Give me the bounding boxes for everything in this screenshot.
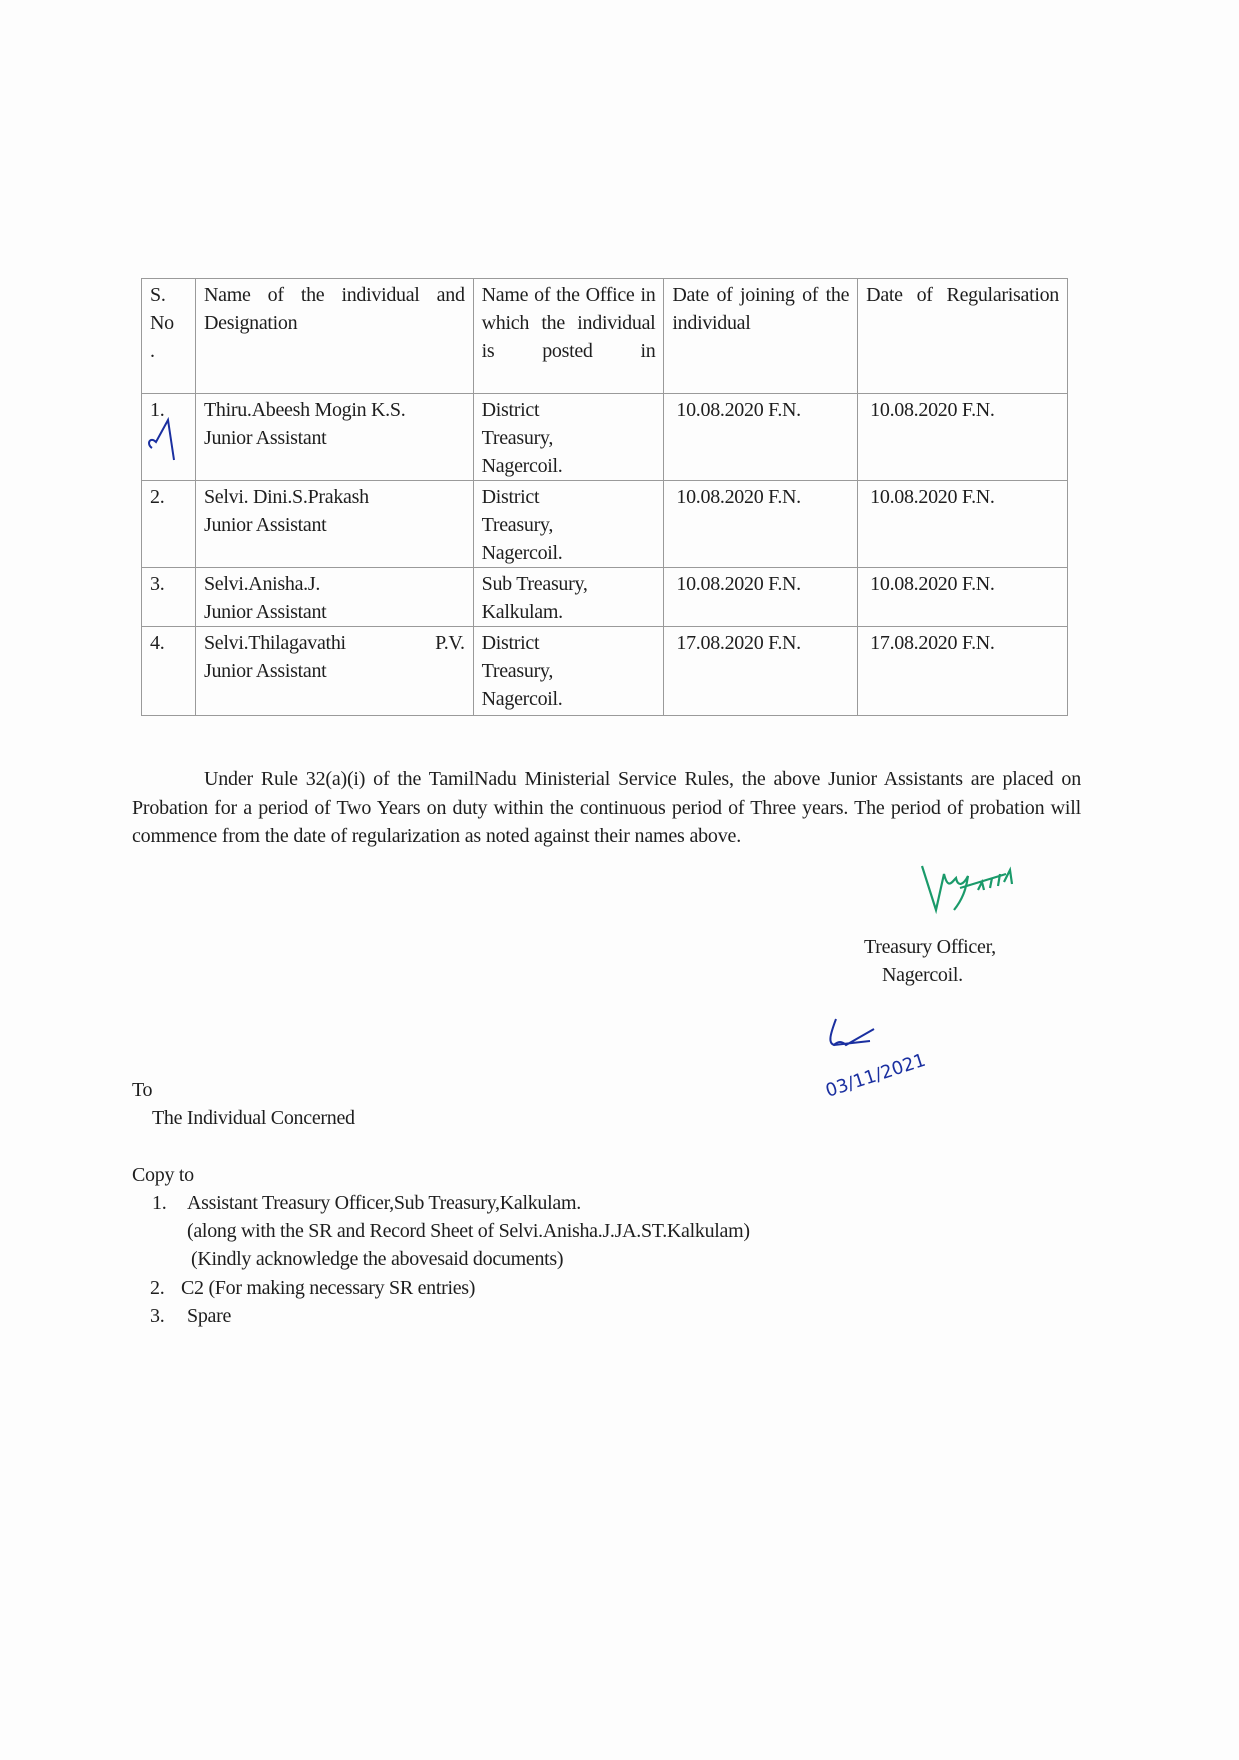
header-regularisation: Date of Regularisation [858,279,1068,394]
signatory-place: Nagercoil. [882,964,963,986]
to-label: To [132,1079,153,1101]
office-line: Nagercoil. [481,688,563,710]
regularisation-date: 10.08.2020 F.N. [858,481,1068,568]
sno: 4. [142,627,196,716]
employee-name: Thiru.Abeesh Mogin K.S. [203,399,406,421]
handwritten-date: 03/11/2021 [823,1049,929,1102]
sno: 3. [142,568,196,627]
employee-table [141,278,1068,716]
copy-item-number: 2. [150,1277,165,1299]
joining-date: 10.08.2020 F.N. [664,481,858,568]
office-line: Nagercoil. [481,455,563,477]
copy-item-text: C2 (For making necessary SR entries) [181,1277,476,1299]
employee-name: Selvi.Anisha.J. [203,573,321,595]
office-line: Treasury, [481,427,554,449]
sno: 2. [142,481,196,568]
handwritten-initial-and-date [820,1015,930,1105]
copy-item-number: 3. [150,1305,165,1327]
office-line: Kalkulam. [481,601,563,623]
officer-signature [918,860,1038,920]
office-line: District [481,399,540,421]
sno: 1. [150,399,165,421]
employee-name: Selvi.Thilagavathi P.V. [203,632,465,654]
to-recipient: The Individual Concerned [152,1107,355,1129]
office-line: Sub Treasury, [481,573,588,595]
designation: Junior Assistant [203,427,327,449]
joining-date: 10.08.2020 F.N. [664,568,858,627]
regularisation-date: 17.08.2020 F.N. [858,627,1068,716]
header-sno: S. No . [142,279,196,394]
designation: Junior Assistant [203,601,327,623]
header-name: Name of the individual and Designation [195,279,473,394]
employee-name: Selvi. Dini.S.Prakash [203,486,369,508]
copy-item-text: Assistant Treasury Officer,Sub Treasury,Kalkulam. [187,1192,581,1214]
table-row [142,627,1068,716]
handwritten-tick-mark [146,414,186,464]
body-paragraph [132,765,1081,851]
office-line: Treasury, [481,660,554,682]
joining-date: 10.08.2020 F.N. [664,394,858,481]
table-row [142,394,1068,481]
body-paragraph-text: Under Rule 32(a)(i) of the TamilNadu Ministerial Service Rules, the above Junior Assistants are placed on Probation for a period of Two Years on duty within the continuous period of Three years. The period of probation will commence from the date of regularization as noted against their names above. [132,768,1081,847]
office-line: Nagercoil. [481,542,563,564]
copy-item-text: Spare [187,1305,232,1327]
copy-item-number: 1. [152,1192,167,1214]
office-line: Treasury, [481,514,554,536]
table-row [142,568,1068,627]
office-line: District [481,632,540,654]
copy-to-label: Copy to [132,1164,194,1186]
signatory-title: Treasury Officer, [864,936,996,958]
office-line: District [481,486,540,508]
designation: Junior Assistant [203,514,327,536]
header-joining: Date of joining of the individual [664,279,858,394]
table-header-row [142,279,1068,394]
table-row [142,481,1068,568]
copy-item-note: (along with the SR and Record Sheet of Selvi.Anisha.J.JA.ST.Kalkulam) [187,1220,750,1242]
copy-item-note: (Kindly acknowledge the abovesaid documents) [191,1248,564,1270]
designation: Junior Assistant [203,660,327,682]
header-office: Name of the Office in which the individual is posted in [473,279,664,394]
regularisation-date: 10.08.2020 F.N. [858,394,1068,481]
regularisation-date: 10.08.2020 F.N. [858,568,1068,627]
joining-date: 17.08.2020 F.N. [664,627,858,716]
